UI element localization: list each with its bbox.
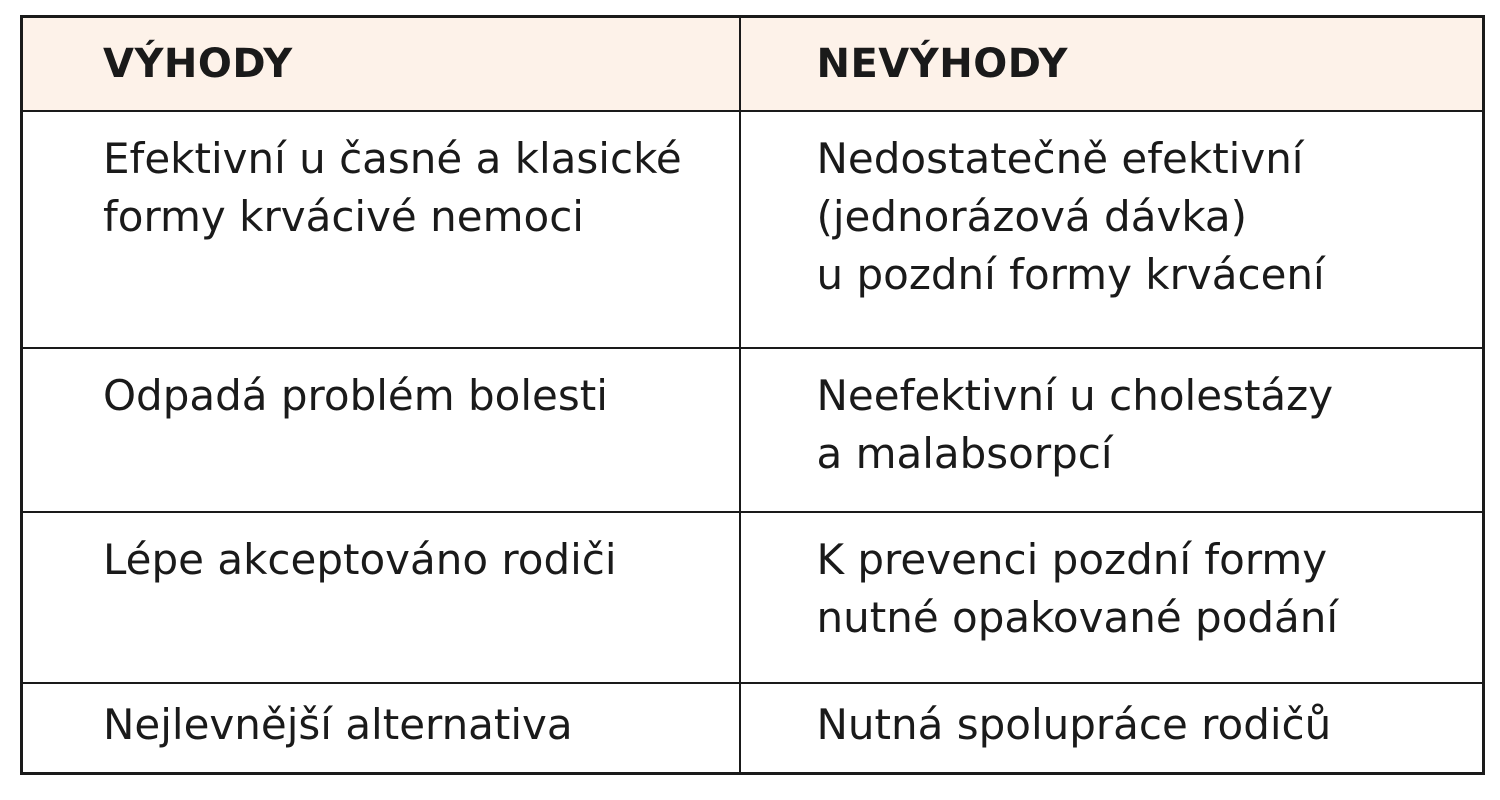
cell-text-line: Neefektivní u cholestázy (816, 370, 1334, 420)
cell-text-line: K prevenci pozdní formy (816, 535, 1328, 585)
disadvantage-cell (740, 348, 1484, 512)
cell-text-line: Nejlevnější alternativa (103, 699, 573, 749)
advantages-disadvantages-table (20, 15, 1485, 775)
advantage-cell (22, 348, 740, 512)
table-header-row (22, 17, 1484, 112)
disadvantage-cell (740, 683, 1484, 774)
advantage-cell (22, 111, 740, 348)
cell-text-line: Lépe akceptováno rodiči (103, 535, 617, 585)
cell-text-line: Nutná spolupráce rodičů (816, 699, 1332, 749)
cell-text-line: Odpadá problém bolesti (103, 370, 608, 420)
table-row (22, 512, 1484, 683)
comparison-table-container (20, 15, 1482, 775)
cell-text-line: u pozdní formy krvácení (816, 250, 1325, 299)
cell-text-line: a malabsorpcí (816, 428, 1113, 478)
cell-text-line: Efektivní u časné a klasické (103, 134, 682, 183)
disadvantage-cell (740, 111, 1484, 348)
advantage-cell (22, 683, 740, 774)
cell-text-line: nutné opakované podání (816, 593, 1339, 643)
disadvantage-cell (740, 512, 1484, 683)
cell-text-line: (jednorázová dávka) (816, 192, 1248, 241)
table-row (22, 683, 1484, 774)
header-advantages: VÝHODY (22, 17, 740, 112)
cell-text-line: formy krvácivé nemoci (103, 192, 584, 241)
header-disadvantages: NEVÝHODY (740, 17, 1484, 112)
cell-text-line: Nedostatečně efektivní (816, 134, 1304, 183)
advantage-cell (22, 512, 740, 683)
table-row (22, 111, 1484, 348)
table-row (22, 348, 1484, 512)
